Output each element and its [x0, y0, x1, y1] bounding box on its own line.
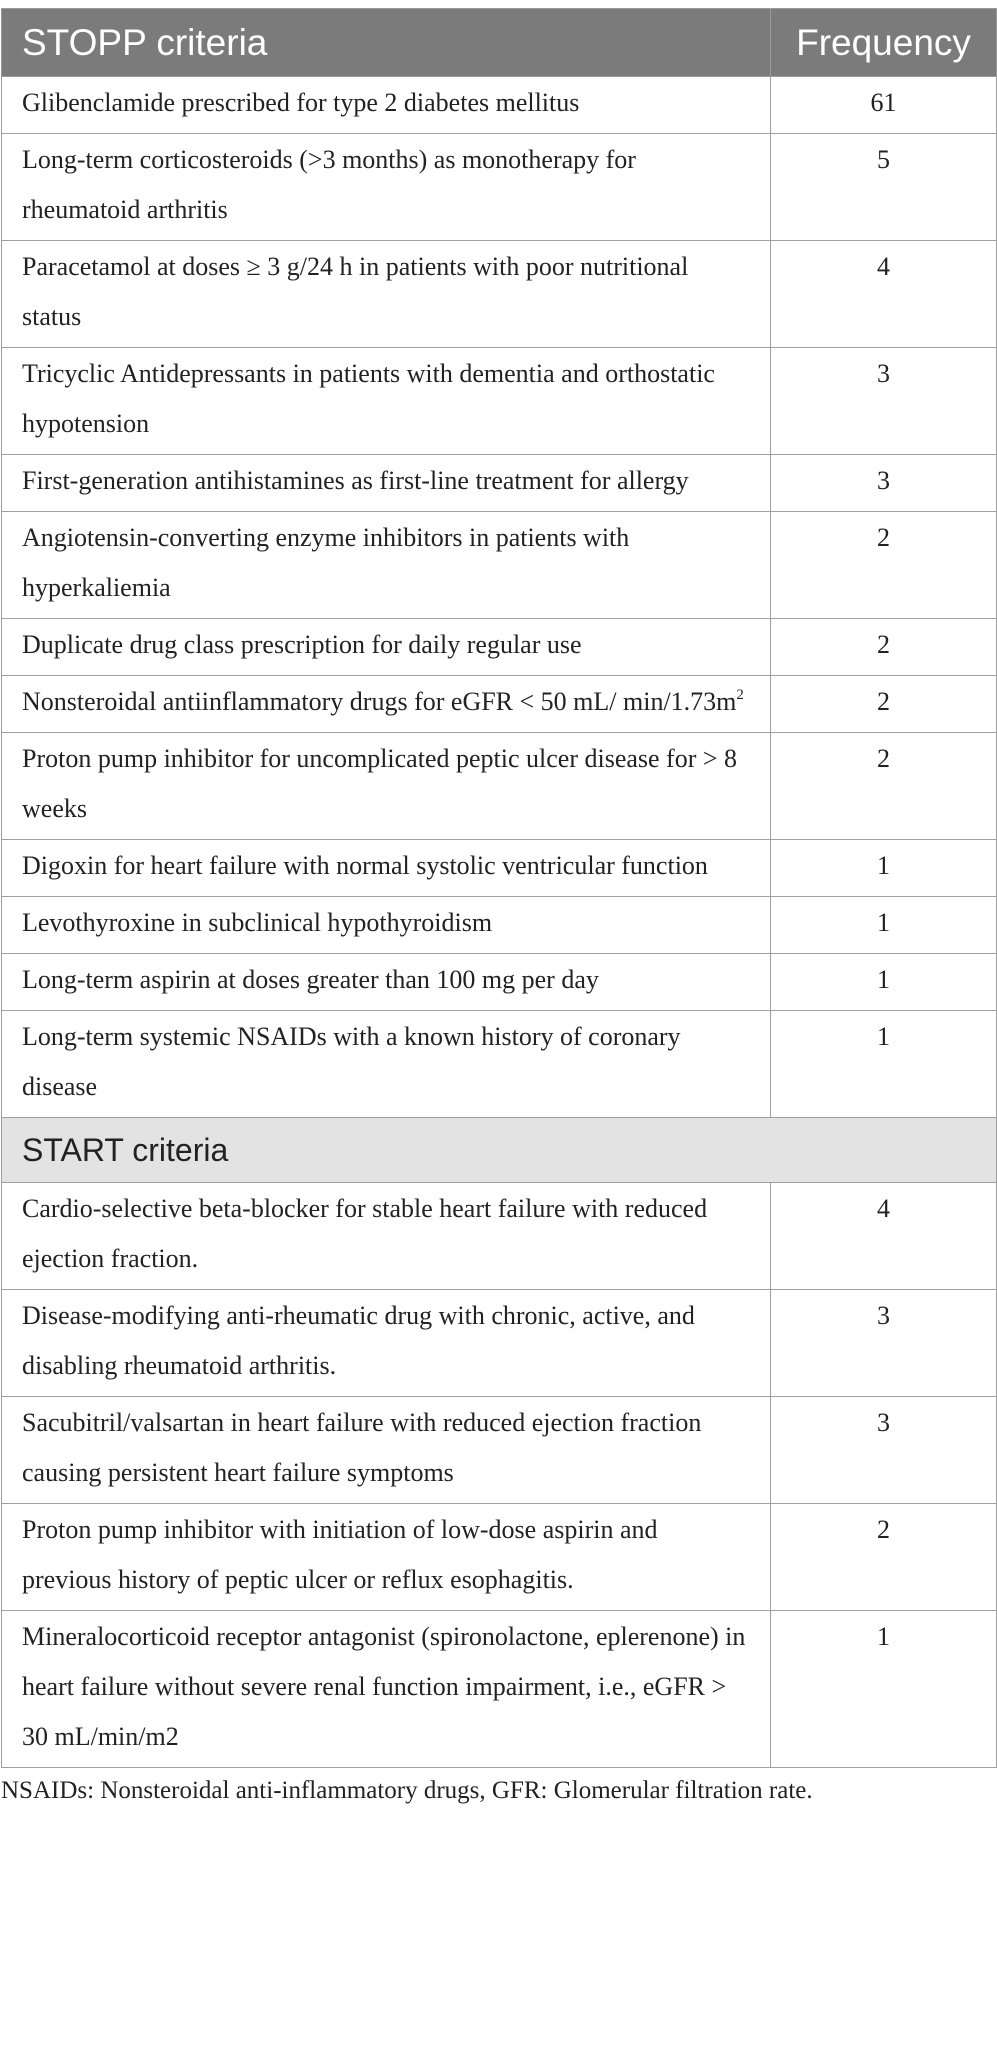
criterion-text: Long-term corticosteroids (>3 months) as monotherapy for rheumatoid arthritis — [22, 145, 636, 224]
criterion-cell — [2, 1504, 771, 1611]
frequency-cell: 61 — [771, 77, 997, 134]
criteria-table-body — [2, 77, 997, 1768]
criterion-cell — [2, 241, 771, 348]
table-row — [2, 1611, 997, 1768]
table-row — [2, 512, 997, 619]
criterion-cell — [2, 840, 771, 897]
criterion-text: Nonsteroidal antiinflammatory drugs for eGFR < 50 mL/ min/1.73m — [22, 687, 737, 716]
criterion-text: First-generation antihistamines as first-line treatment for allergy — [22, 466, 689, 495]
frequency-cell: 2 — [771, 676, 997, 733]
frequency-cell: 4 — [771, 241, 997, 348]
frequency-cell: 1 — [771, 1611, 997, 1768]
criteria-column-header: STOPP criteria — [2, 9, 771, 77]
frequency-cell: 3 — [771, 455, 997, 512]
criterion-text: Sacubitril/valsartan in heart failure with reduced ejection fraction causing persistent heart failure symptoms — [22, 1408, 702, 1487]
frequency-cell: 1 — [771, 840, 997, 897]
criterion-text: Glibenclamide prescribed for type 2 diabetes mellitus — [22, 88, 580, 117]
frequency-column-header: Frequency — [771, 9, 997, 77]
criterion-text: Duplicate drug class prescription for daily regular use — [22, 630, 582, 659]
criterion-text: Tricyclic Antidepressants in patients with dementia and orthostatic hypotension — [22, 359, 715, 438]
table-row — [2, 1011, 997, 1118]
table-header-row — [2, 9, 997, 77]
criterion-cell — [2, 77, 771, 134]
table-row — [2, 1397, 997, 1504]
table-row — [2, 619, 997, 676]
criterion-text: Long-term aspirin at doses greater than 100 mg per day — [22, 965, 599, 994]
table-footnote: NSAIDs: Nonsteroidal anti-inflammatory drugs, GFR: Glomerular filtration rate. — [1, 1777, 813, 1804]
criterion-cell — [2, 455, 771, 512]
criteria-table — [1, 8, 997, 1768]
table-row — [2, 954, 997, 1011]
table-row — [2, 348, 997, 455]
frequency-cell: 2 — [771, 733, 997, 840]
table-row — [2, 1183, 997, 1290]
table-row — [2, 1504, 997, 1611]
criterion-cell — [2, 1290, 771, 1397]
frequency-cell: 2 — [771, 512, 997, 619]
table-row — [2, 77, 997, 134]
frequency-cell: 5 — [771, 134, 997, 241]
start-criteria-section-label: START criteria — [2, 1118, 997, 1183]
table-row — [2, 897, 997, 954]
frequency-cell: 1 — [771, 1011, 997, 1118]
criterion-text: Long-term systemic NSAIDs with a known history of coronary disease — [22, 1022, 681, 1101]
criterion-text: Proton pump inhibitor with initiation of low-dose aspirin and previous history of peptic ulcer or reflux esophagitis. — [22, 1515, 658, 1594]
frequency-cell: 2 — [771, 1504, 997, 1611]
criterion-text: Digoxin for heart failure with normal systolic ventricular function — [22, 851, 708, 880]
criterion-cell — [2, 348, 771, 455]
criterion-text: Levothyroxine in subclinical hypothyroidism — [22, 908, 493, 937]
table-row — [2, 241, 997, 348]
table-row — [2, 840, 997, 897]
table-row — [2, 134, 997, 241]
criterion-cell — [2, 1611, 771, 1768]
frequency-cell: 1 — [771, 954, 997, 1011]
criterion-cell — [2, 1397, 771, 1504]
table-row — [2, 733, 997, 840]
frequency-cell: 2 — [771, 619, 997, 676]
start-criteria-section-row — [2, 1118, 997, 1183]
criterion-cell — [2, 619, 771, 676]
criterion-cell — [2, 733, 771, 840]
criterion-cell — [2, 1183, 771, 1290]
criterion-cell — [2, 512, 771, 619]
criterion-cell — [2, 897, 771, 954]
criterion-cell — [2, 954, 771, 1011]
table-row — [2, 1290, 997, 1397]
frequency-cell: 3 — [771, 1397, 997, 1504]
criteria-table-container — [0, 8, 997, 1808]
criterion-cell — [2, 1011, 771, 1118]
criterion-cell — [2, 676, 771, 733]
frequency-cell: 3 — [771, 1290, 997, 1397]
criterion-text: Cardio-selective beta-blocker for stable heart failure with reduced ejection fraction. — [22, 1194, 708, 1273]
criterion-text: Mineralocorticoid receptor antagonist (spironolactone, eplerenone) in heart failure without severe renal function impairment, i.e., eGFR > 30 mL/min/m2 — [22, 1622, 746, 1751]
table-row — [2, 455, 997, 512]
criterion-text: Angiotensin-converting enzyme inhibitors in patients with hyperkaliemia — [22, 523, 630, 602]
frequency-cell: 1 — [771, 897, 997, 954]
criterion-cell — [2, 134, 771, 241]
table-row — [2, 676, 997, 733]
criterion-superscript: 2 — [736, 687, 744, 703]
frequency-cell: 3 — [771, 348, 997, 455]
frequency-cell: 4 — [771, 1183, 997, 1290]
criterion-text: Disease-modifying anti-rheumatic drug with chronic, active, and disabling rheumatoid arthritis. — [22, 1301, 695, 1380]
criterion-text: Proton pump inhibitor for uncomplicated peptic ulcer disease for > 8 weeks — [22, 744, 738, 823]
criterion-text: Paracetamol at doses ≥ 3 g/24 h in patients with poor nutritional status — [22, 252, 689, 331]
